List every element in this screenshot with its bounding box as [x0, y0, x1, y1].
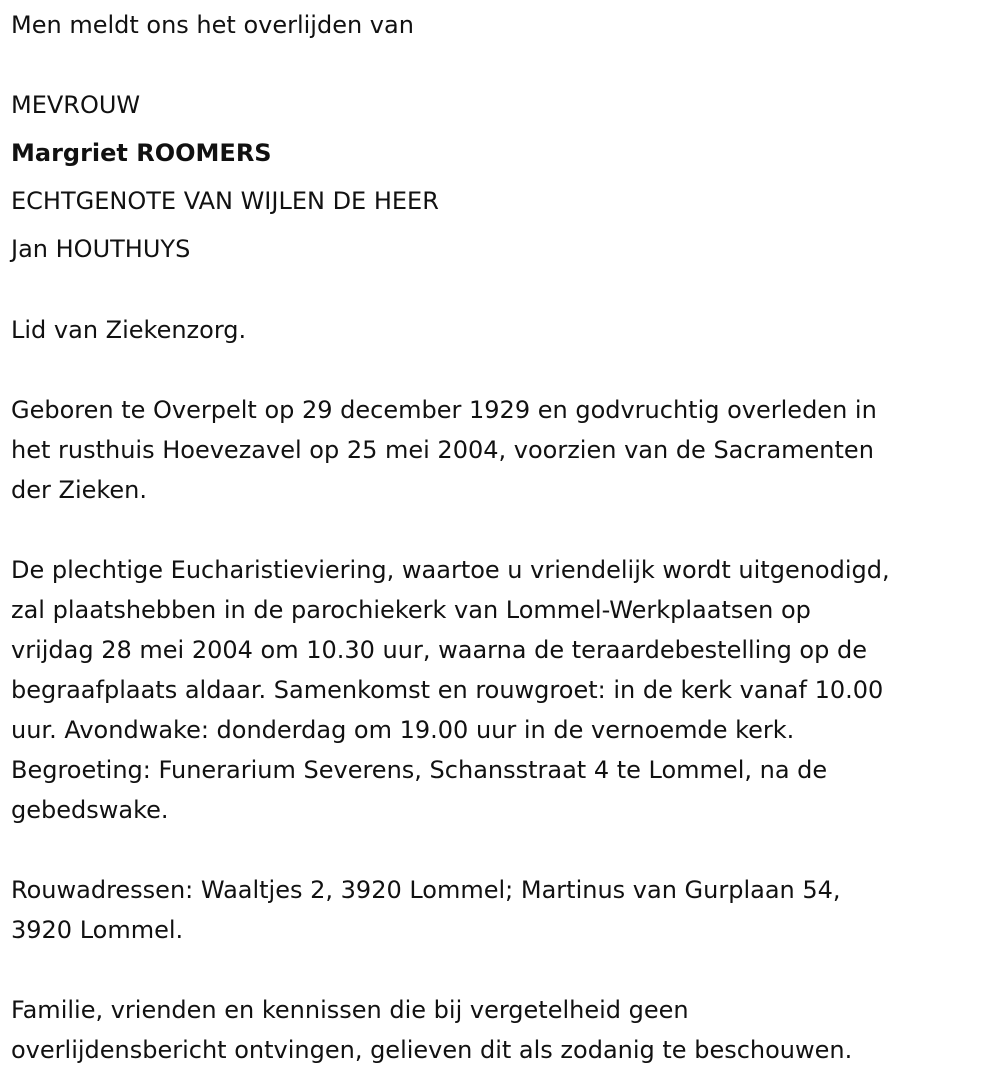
- spouse-name: Jan HOUTHUYS: [11, 235, 191, 263]
- paragraph-line: gebedswake.: [11, 796, 169, 824]
- relation-text: ECHTGENOTE VAN WIJLEN DE HEER: [11, 187, 439, 215]
- paragraph-line: Familie, vrienden en kennissen die bij vergetelheid geen: [11, 996, 689, 1024]
- paragraph-line: zal plaatshebben in de parochiekerk van Lommel-Werkplaatsen op: [11, 596, 811, 624]
- paragraph-line: De plechtige Eucharistieviering, waartoe u vriendelijk wordt uitgenodigd,: [11, 556, 890, 584]
- intro-text: Men meldt ons het overlijden van: [11, 11, 414, 39]
- paragraph-line: Rouwadressen: Waaltjes 2, 3920 Lommel; Martinus van Gurplaan 54,: [11, 876, 841, 904]
- paragraph-line: 3920 Lommel.: [11, 916, 184, 944]
- paragraph-line: vrijdag 28 mei 2004 om 10.30 uur, waarna de teraardebestelling op de: [11, 636, 867, 664]
- paragraph-line: der Zieken.: [11, 476, 148, 504]
- paragraph-line: uur. Avondwake: donderdag om 19.00 uur in de vernoemde kerk.: [11, 716, 795, 744]
- paragraph-line: begraafplaats aldaar. Samenkomst en rouwgroet: in de kerk vanaf 10.00: [11, 676, 884, 704]
- membership-text: Lid van Ziekenzorg.: [11, 316, 247, 344]
- paragraph-line: het rusthuis Hoevezavel op 25 mei 2004, voorzien van de Sacramenten: [11, 436, 874, 464]
- paragraph-line: Begroeting: Funerarium Severens, Schansstraat 4 te Lommel, na de: [11, 756, 828, 784]
- paragraph-line: overlijdensbericht ontvingen, gelieven dit als zodanig te beschouwen.: [11, 1036, 853, 1064]
- honorific: MEVROUW: [11, 91, 141, 119]
- deceased-name: Margriet ROOMERS: [11, 139, 272, 167]
- paragraph-line: Geboren te Overpelt op 29 december 1929 en godvruchtig overleden in: [11, 396, 877, 424]
